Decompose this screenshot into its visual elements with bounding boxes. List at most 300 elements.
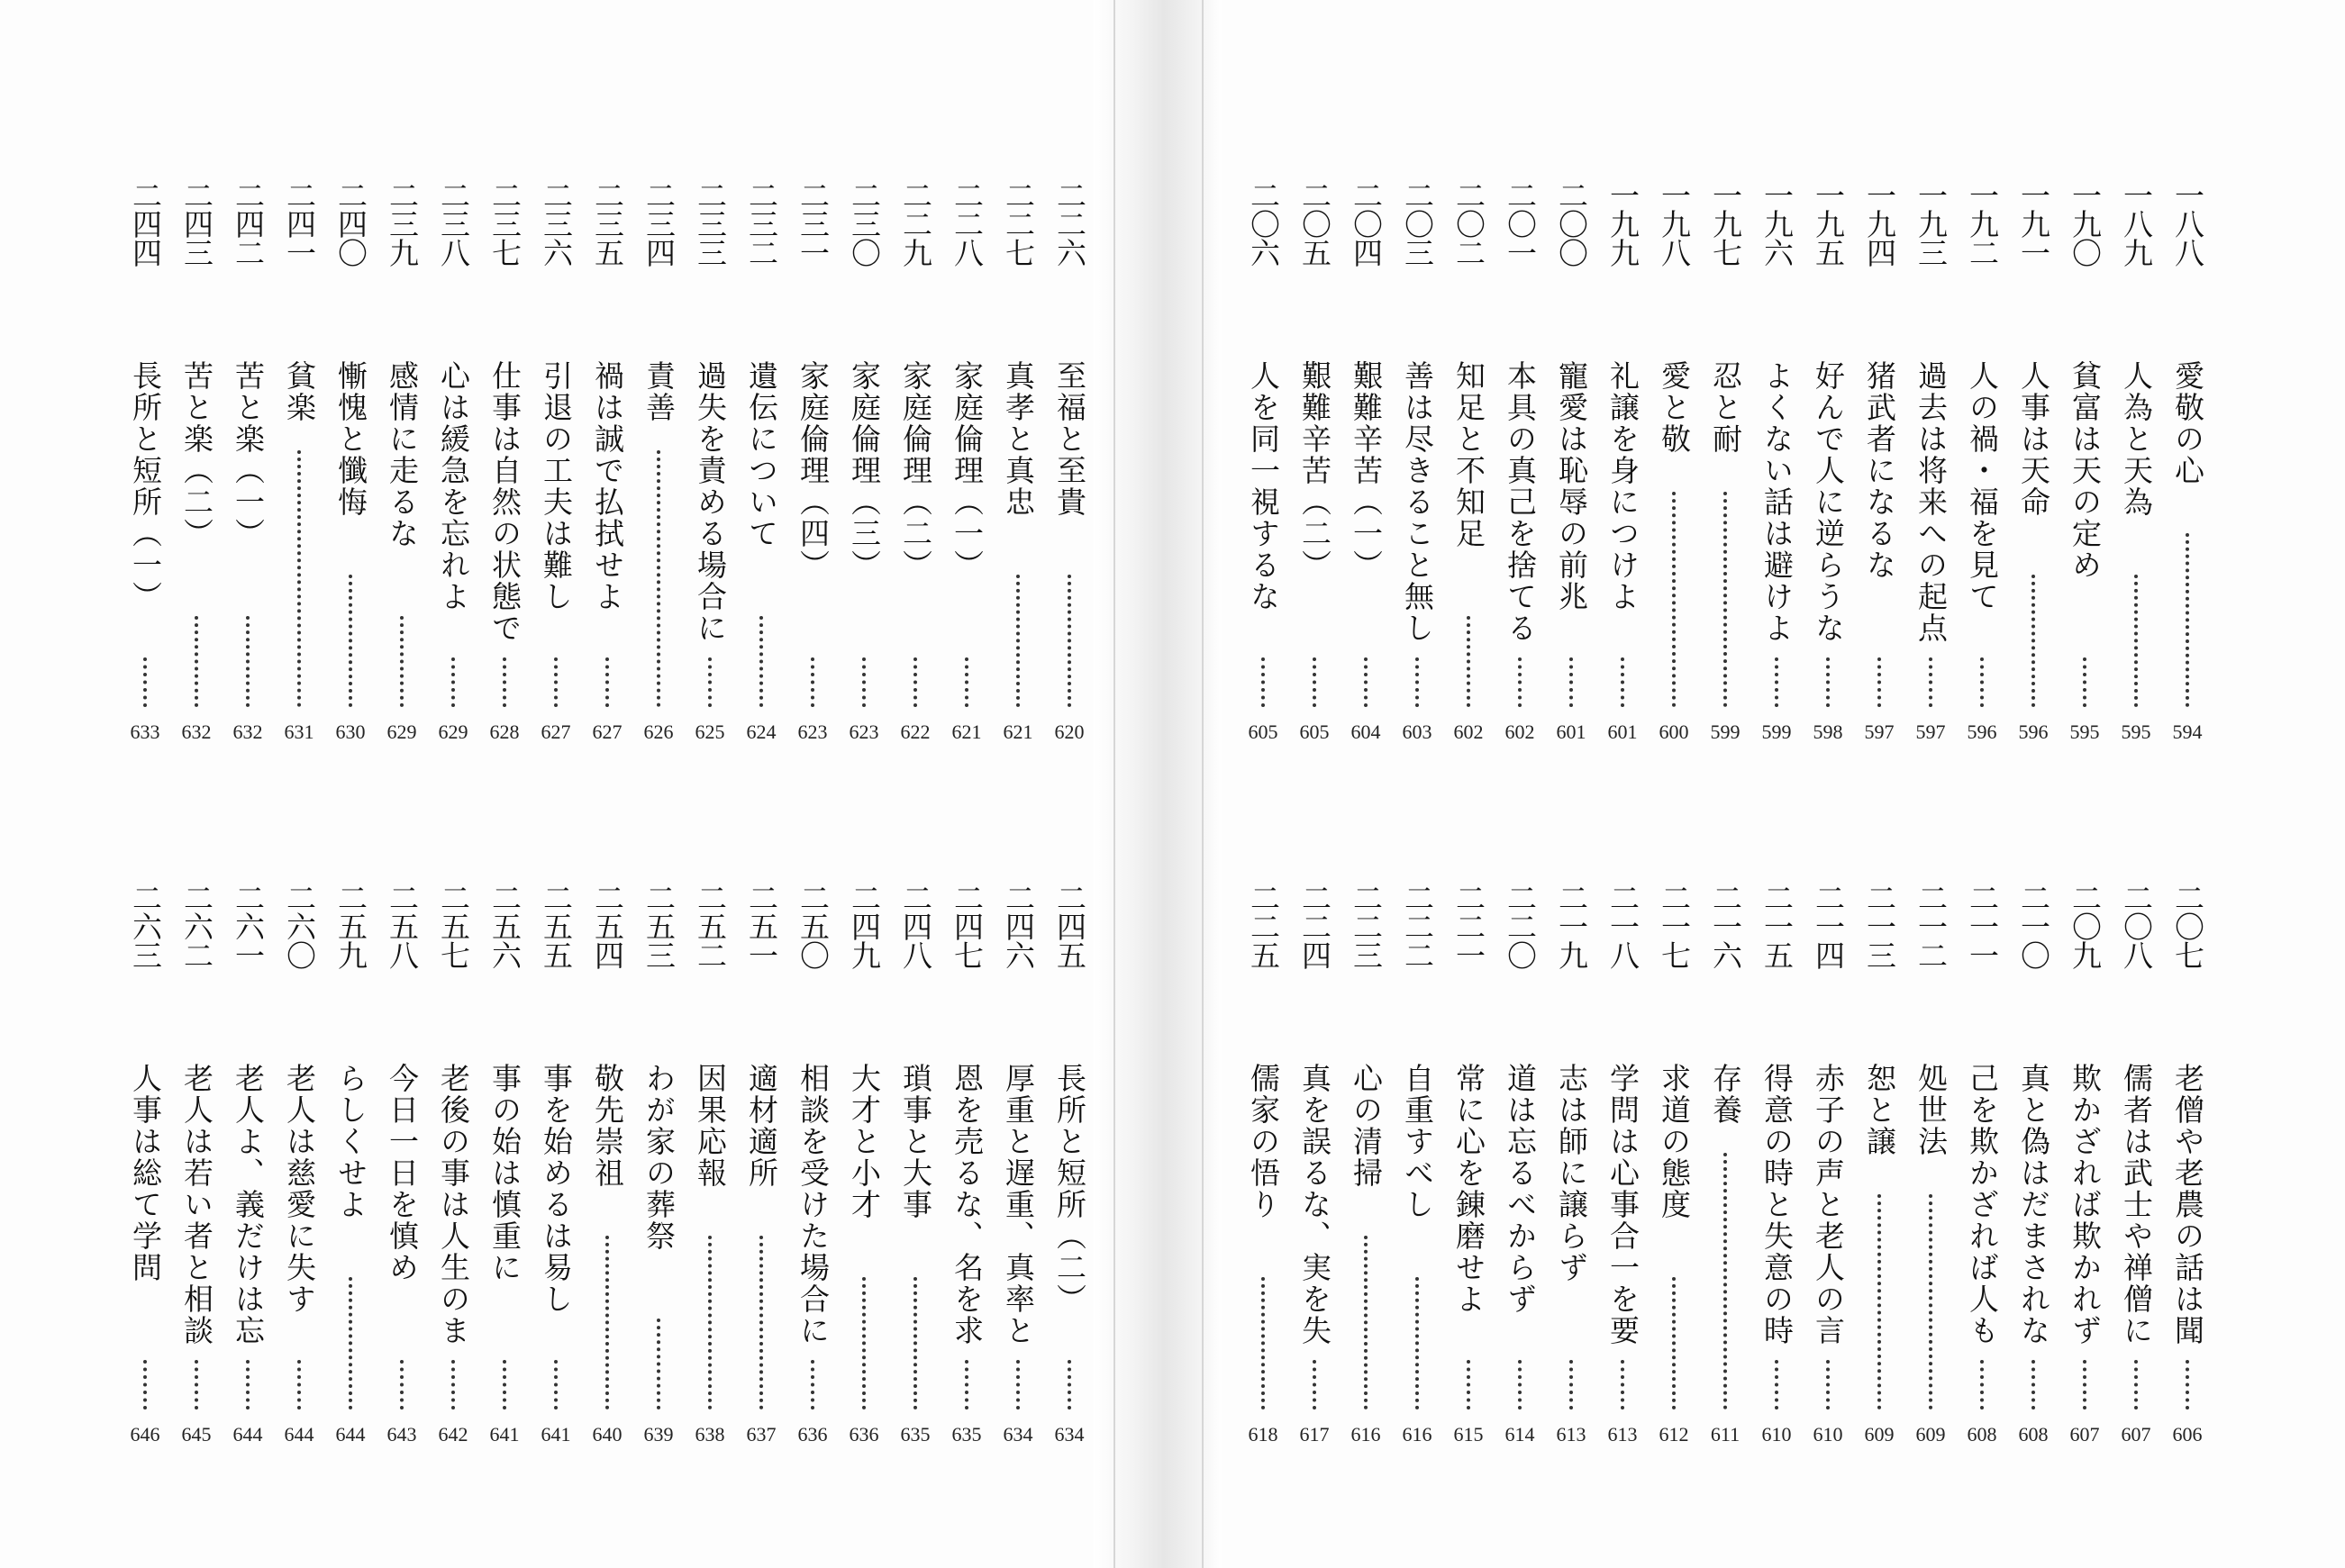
entry-title: 己を欺かざれば人も	[1965, 1063, 2000, 1346]
entry-number: 二二一	[1451, 883, 1486, 969]
toc-entry[interactable]	[736, 883, 786, 1459]
entry-number: 二二五	[1246, 883, 1281, 969]
leader-dots	[1723, 1153, 1727, 1409]
entry-page-number: 636	[849, 1423, 879, 1446]
entry-number: 二三四	[641, 180, 677, 267]
leader-dots	[1016, 575, 1020, 707]
leader-dots	[195, 1360, 198, 1409]
leader-dots	[400, 1360, 404, 1409]
toc-entry[interactable]	[171, 180, 222, 757]
leader-dots	[2186, 1360, 2189, 1409]
leader-dots	[1826, 657, 1830, 707]
toc-entry[interactable]	[428, 180, 478, 757]
entry-title: 欺かざれば欺かれず	[2068, 1063, 2103, 1346]
entry-title: 人為と天為	[2119, 360, 2154, 518]
entry-number: 二六二	[179, 883, 214, 969]
toc-entry[interactable]	[582, 883, 632, 1459]
entry-number: 二〇七	[2170, 883, 2205, 969]
entry-page-number: 645	[181, 1423, 212, 1446]
entry-page-number: 596	[1967, 721, 1997, 743]
entry-number: 二一二	[1913, 883, 1949, 969]
leader-dots	[2031, 1360, 2035, 1409]
entry-page-number: 626	[643, 721, 674, 743]
entry-page-number: 638	[695, 1423, 725, 1446]
entry-page-number: 639	[643, 1423, 674, 1446]
entry-number: 二三八	[436, 180, 471, 267]
entry-title: わが家の葬祭	[641, 1063, 677, 1252]
toc-entry[interactable]	[223, 180, 273, 757]
entry-page-number: 601	[1556, 721, 1586, 743]
entry-page-number: 617	[1299, 1423, 1330, 1446]
entry-title: らしくせよ	[333, 1063, 368, 1220]
entry-title: 家庭倫理（一）	[950, 360, 985, 581]
entry-number: 二四九	[847, 883, 882, 969]
entry-number: 二四三	[179, 180, 214, 267]
entry-number: 二六三	[128, 883, 163, 969]
entry-page-number: 627	[592, 721, 623, 743]
leader-dots	[246, 1360, 250, 1409]
entry-page-number: 636	[797, 1423, 828, 1446]
entry-page-number: 624	[746, 721, 777, 743]
toc-entry[interactable]	[274, 180, 324, 757]
entry-title: 瑣事と大事	[898, 1063, 933, 1220]
leader-dots	[1068, 1360, 1071, 1409]
toc-entry[interactable]	[1044, 883, 1095, 1459]
entry-title: 家庭倫理（二）	[898, 360, 933, 581]
entry-title: 人を同一視するな	[1246, 360, 1281, 612]
leader-dots	[451, 1360, 455, 1409]
entry-page-number: 598	[1813, 721, 1843, 743]
toc-entry[interactable]	[787, 180, 838, 757]
entry-page-number: 622	[900, 721, 931, 743]
entry-number: 一九三	[1913, 180, 1949, 267]
toc-entry[interactable]	[993, 883, 1043, 1459]
toc-entry[interactable]	[1649, 883, 1699, 1459]
entry-number: 一九七	[1708, 180, 1743, 267]
entry-title: 苦と楽（二）	[179, 360, 214, 549]
leader-dots	[554, 657, 558, 707]
entry-number: 二六〇	[282, 883, 317, 969]
leader-dots	[1980, 1360, 1984, 1409]
leader-dots	[759, 616, 763, 707]
entry-title: 苦と楽（一）	[231, 360, 266, 549]
entry-page-number: 640	[592, 1423, 623, 1446]
entry-title: 老人よ、義だけは忘	[231, 1063, 266, 1346]
toc-entry[interactable]	[1546, 883, 1596, 1459]
entry-page-number: 642	[438, 1423, 468, 1446]
toc-entry[interactable]	[1957, 883, 2007, 1459]
entry-number: 二五九	[333, 883, 368, 969]
leader-dots	[503, 1360, 506, 1409]
toc-entry[interactable]	[941, 180, 992, 757]
entry-number: 二四一	[282, 180, 317, 267]
entry-page-number: 612	[1659, 1423, 1689, 1446]
entry-title: 常に心を錬磨せよ	[1451, 1063, 1486, 1315]
entry-page-number: 616	[1350, 1423, 1381, 1446]
toc-entry[interactable]	[1495, 883, 1545, 1459]
entry-number: 二〇九	[2068, 883, 2103, 969]
entry-title: 至福と至貴	[1052, 360, 1087, 518]
leader-dots	[1068, 575, 1071, 707]
toc-entry[interactable]	[1649, 180, 1699, 757]
toc-block-left-bottom	[119, 883, 1095, 1459]
toc-entry[interactable]	[1392, 180, 1442, 757]
entry-number: 二五三	[641, 883, 677, 969]
entry-number: 二五八	[385, 883, 420, 969]
entry-title: 寵愛は恥辱の前兆	[1554, 360, 1589, 612]
entry-page-number: 613	[1607, 1423, 1638, 1446]
entry-title: 老人は若い者と相談	[179, 1063, 214, 1346]
entry-number: 二一八	[1605, 883, 1641, 969]
entry-title: 心の清掃	[1349, 1063, 1384, 1189]
leader-dots	[1364, 1236, 1368, 1409]
entry-number: 二〇〇	[1554, 180, 1589, 267]
entry-number: 二二七	[1001, 180, 1036, 267]
entry-title: 仕事は自然の状態で	[487, 360, 523, 644]
leader-dots	[503, 657, 506, 707]
entry-number: 二二四	[1297, 883, 1332, 969]
leader-dots	[554, 1360, 558, 1409]
leader-dots	[1672, 492, 1676, 707]
entry-title: 得意の時と失意の時	[1759, 1063, 1795, 1346]
toc-entry[interactable]	[120, 180, 170, 757]
entry-number: 二三五	[590, 180, 625, 267]
leader-dots	[1929, 1194, 1932, 1409]
toc-entry[interactable]	[1044, 180, 1095, 757]
toc-entry[interactable]	[941, 883, 992, 1459]
entry-title: 責善	[641, 360, 677, 423]
entry-title: 老人は慈愛に失す	[282, 1063, 317, 1315]
entry-title: 艱難辛苦（一）	[1349, 360, 1384, 581]
entry-title: 事の始は慎重に	[487, 1063, 523, 1283]
entry-page-number: 607	[2069, 1423, 2100, 1446]
leader-dots	[2031, 575, 2035, 707]
entry-number: 二四八	[898, 883, 933, 969]
leader-dots	[2134, 1360, 2138, 1409]
leader-dots	[605, 1236, 609, 1409]
toc-entry[interactable]	[274, 883, 324, 1459]
entry-page-number: 625	[695, 721, 725, 743]
entry-number: 二四二	[231, 180, 266, 267]
leader-dots	[708, 657, 712, 707]
entry-page-number: 644	[284, 1423, 314, 1446]
entry-page-number: 616	[1402, 1423, 1432, 1446]
entry-title: 敬先崇祖	[590, 1063, 625, 1189]
entry-title: 愛と敬	[1657, 360, 1692, 455]
leader-dots	[297, 1360, 301, 1409]
entry-page-number: 615	[1453, 1423, 1484, 1446]
toc-entry[interactable]	[325, 180, 376, 757]
entry-title: 老後の事は人生のま	[436, 1063, 471, 1346]
entry-page-number: 621	[1003, 721, 1033, 743]
leader-dots	[1723, 492, 1727, 707]
leader-dots	[451, 657, 455, 707]
entry-number: 二三二	[744, 180, 779, 267]
toc-entry[interactable]	[377, 883, 427, 1459]
toc-entry[interactable]	[479, 180, 530, 757]
leader-dots	[1621, 657, 1624, 707]
leader-dots	[143, 657, 147, 707]
entry-page-number: 635	[951, 1423, 982, 1446]
leader-dots	[1415, 657, 1419, 707]
entry-page-number: 608	[1967, 1423, 1997, 1446]
toc-entry[interactable]	[1443, 180, 1494, 757]
leader-dots	[2083, 1360, 2086, 1409]
leader-dots	[349, 575, 352, 707]
toc-entry[interactable]	[1957, 180, 2007, 757]
entry-title: 慚愧と懺悔	[333, 360, 368, 518]
entry-page-number: 599	[1710, 721, 1741, 743]
entry-title: 事を始めるは易し	[539, 1063, 574, 1315]
toc-entry[interactable]	[531, 180, 581, 757]
entry-title: 遺伝について	[744, 360, 779, 549]
toc-entry[interactable]	[1700, 180, 1750, 757]
entry-page-number: 607	[2121, 1423, 2151, 1446]
toc-entry[interactable]	[2008, 883, 2059, 1459]
toc-entry[interactable]	[2059, 180, 2110, 757]
toc-entry[interactable]	[1341, 883, 1391, 1459]
toc-entry[interactable]	[1443, 883, 1494, 1459]
toc-entry[interactable]	[2111, 883, 2161, 1459]
toc-entry[interactable]	[377, 180, 427, 757]
entry-title: 過失を責める場合に	[693, 360, 728, 644]
leader-dots	[1877, 1194, 1881, 1409]
entry-page-number: 641	[541, 1423, 571, 1446]
toc-entry[interactable]	[685, 883, 735, 1459]
entry-page-number: 629	[386, 721, 417, 743]
toc-entry[interactable]	[1495, 180, 1545, 757]
entry-title: 真を誤るな、実を失	[1297, 1063, 1332, 1346]
entry-page-number: 623	[849, 721, 879, 743]
entry-number: 二二〇	[1503, 883, 1538, 969]
entry-title: 道は忘るべからず	[1503, 1063, 1538, 1315]
entry-number: 二一〇	[2016, 883, 2051, 969]
entry-number: 一九〇	[2068, 180, 2103, 267]
entry-title: 学問は心事合一を要	[1605, 1063, 1641, 1346]
entry-number: 二五二	[693, 883, 728, 969]
entry-title: 人事は総て学問	[128, 1063, 163, 1283]
leader-dots	[913, 657, 917, 707]
toc-entry[interactable]	[736, 180, 786, 757]
toc-entry[interactable]	[531, 883, 581, 1459]
toc-entry[interactable]	[1803, 180, 1853, 757]
toc-entry[interactable]	[1854, 180, 1904, 757]
entry-page-number: 630	[335, 721, 366, 743]
toc-entry[interactable]	[1341, 180, 1391, 757]
entry-number: 二一九	[1554, 883, 1589, 969]
entry-title: 老僧や老農の話は聞	[2170, 1063, 2205, 1346]
entry-page-number: 632	[181, 721, 212, 743]
entry-title: 存養	[1708, 1063, 1743, 1126]
toc-entry[interactable]	[428, 883, 478, 1459]
toc-entry[interactable]	[1597, 883, 1648, 1459]
entry-number: 二一七	[1657, 883, 1692, 969]
leader-dots	[965, 1360, 968, 1409]
leader-dots	[1826, 1360, 1830, 1409]
entry-number: 二五七	[436, 883, 471, 969]
entry-page-number: 602	[1453, 721, 1484, 743]
entry-page-number: 628	[489, 721, 520, 743]
entry-page-number: 627	[541, 721, 571, 743]
entry-number: 二三三	[693, 180, 728, 267]
toc-entry[interactable]	[2008, 180, 2059, 757]
entry-number: 一九五	[1811, 180, 1846, 267]
leader-dots	[400, 616, 404, 707]
entry-page-number: 594	[2172, 721, 2203, 743]
toc-entry[interactable]	[1905, 180, 1956, 757]
entry-page-number: 597	[1864, 721, 1895, 743]
leader-dots	[1877, 657, 1881, 707]
toc-entry[interactable]	[633, 180, 684, 757]
entry-title: 家庭倫理（四）	[795, 360, 831, 581]
entry-title: 過去は将来への起点	[1913, 360, 1949, 644]
leader-dots	[605, 657, 609, 707]
entry-number: 二二九	[898, 180, 933, 267]
entry-title: 禍は誠で払拭せよ	[590, 360, 625, 612]
entry-number: 二三七	[487, 180, 523, 267]
entry-title: 真と偽はだまされな	[2016, 1063, 2051, 1346]
toc-entry[interactable]	[993, 180, 1043, 757]
leader-dots	[1313, 1360, 1316, 1409]
entry-page-number: 606	[2172, 1423, 2203, 1446]
leader-dots	[246, 616, 250, 707]
toc-entry[interactable]	[787, 883, 838, 1459]
entry-page-number: 604	[1350, 721, 1381, 743]
entry-title: 恕と譲	[1862, 1063, 1897, 1157]
toc-entry[interactable]	[1803, 883, 1853, 1459]
entry-title: 礼譲を身につけよ	[1605, 360, 1641, 612]
leader-dots	[1980, 657, 1984, 707]
entry-page-number: 614	[1504, 1423, 1535, 1446]
entry-page-number: 595	[2069, 721, 2100, 743]
entry-page-number: 643	[386, 1423, 417, 1446]
toc-entry[interactable]	[1289, 883, 1340, 1459]
entry-number: 二〇五	[1297, 180, 1332, 267]
entry-number: 二三六	[539, 180, 574, 267]
leader-dots	[1364, 657, 1368, 707]
leader-dots	[1261, 657, 1265, 707]
toc-entry[interactable]	[839, 883, 889, 1459]
toc-entry[interactable]	[1854, 883, 1904, 1459]
toc-entry[interactable]	[1238, 180, 1288, 757]
entry-page-number: 605	[1248, 721, 1278, 743]
toc-entry[interactable]	[1751, 883, 1802, 1459]
entry-title: 真孝と真忠	[1001, 360, 1036, 518]
leader-dots	[759, 1236, 763, 1409]
entry-title: 恩を売るな、名を求	[950, 1063, 985, 1346]
entry-page-number: 637	[746, 1423, 777, 1446]
toc-entry[interactable]	[325, 883, 376, 1459]
entry-title: 今日一日を慎め	[385, 1063, 420, 1283]
entry-title: 赤子の声と老人の言	[1811, 1063, 1846, 1346]
toc-entry[interactable]	[2162, 180, 2213, 757]
entry-page-number: 611	[1710, 1423, 1741, 1446]
toc-entry[interactable]	[2162, 883, 2213, 1459]
leader-dots	[1775, 1360, 1778, 1409]
toc-entry[interactable]	[633, 883, 684, 1459]
entry-page-number: 603	[1402, 721, 1432, 743]
leader-dots	[1569, 657, 1573, 707]
toc-entry[interactable]	[1905, 883, 1956, 1459]
leader-dots	[1313, 657, 1316, 707]
entry-number: 二〇四	[1349, 180, 1384, 267]
toc-entry[interactable]	[685, 180, 735, 757]
entry-number: 二一一	[1965, 883, 2000, 969]
entry-title: 志は師に譲らず	[1554, 1063, 1589, 1283]
toc-entry[interactable]	[171, 883, 222, 1459]
entry-title: 猪武者になるな	[1862, 360, 1897, 581]
entry-page-number: 621	[951, 721, 982, 743]
entry-number: 二二八	[950, 180, 985, 267]
toc-entry[interactable]	[1700, 883, 1750, 1459]
right-page	[1174, 0, 2345, 1568]
entry-number: 二五五	[539, 883, 574, 969]
entry-page-number: 629	[438, 721, 468, 743]
leader-dots	[143, 1360, 147, 1409]
leader-dots	[195, 616, 198, 707]
entry-title: 本具の真己を捨てる	[1503, 360, 1538, 644]
entry-number: 一八八	[2170, 180, 2205, 267]
entry-title: 好んで人に逆らうな	[1811, 360, 1846, 644]
entry-page-number: 613	[1556, 1423, 1586, 1446]
leader-dots	[657, 1319, 660, 1409]
toc-entry[interactable]	[2111, 180, 2161, 757]
leader-dots	[913, 1277, 917, 1409]
entry-title: 人の禍・福を見て	[1965, 360, 2000, 612]
toc-entry[interactable]	[1289, 180, 1340, 757]
toc-entry[interactable]	[1751, 180, 1802, 757]
leader-dots	[811, 1360, 814, 1409]
entry-number: 二〇八	[2119, 883, 2154, 969]
toc-entry[interactable]	[479, 883, 530, 1459]
entry-number: 二三〇	[847, 180, 882, 267]
entry-title: 貧楽	[282, 360, 317, 423]
entry-title: 儒者は武士や禅僧に	[2119, 1063, 2154, 1346]
toc-entry[interactable]	[1238, 883, 1288, 1459]
leader-dots	[965, 657, 968, 707]
entry-number: 二〇三	[1400, 180, 1435, 267]
leader-dots	[2083, 657, 2086, 707]
entry-page-number: 641	[489, 1423, 520, 1446]
toc-entry[interactable]	[839, 180, 889, 757]
toc-entry[interactable]	[2059, 883, 2110, 1459]
leader-dots	[1569, 1360, 1573, 1409]
entry-number: 二一六	[1708, 883, 1743, 969]
leader-dots	[2134, 575, 2138, 707]
entry-page-number: 634	[1054, 1423, 1085, 1446]
toc-entry[interactable]	[1546, 180, 1596, 757]
toc-entry[interactable]	[120, 883, 170, 1459]
entry-title: 長所と短所（二）	[1052, 1063, 1087, 1315]
leader-dots	[1929, 657, 1932, 707]
entry-title: 知足と不知足	[1451, 360, 1486, 549]
leader-dots	[1016, 1360, 1020, 1409]
entry-title: 相談を受けた場合に	[795, 1063, 831, 1346]
entry-page-number: 620	[1054, 721, 1085, 743]
toc-entry[interactable]	[582, 180, 632, 757]
entry-title: 感情に走るな	[385, 360, 420, 549]
toc-entry[interactable]	[890, 180, 941, 757]
leader-dots	[1261, 1277, 1265, 1409]
toc-entry[interactable]	[1597, 180, 1648, 757]
toc-entry[interactable]	[890, 883, 941, 1459]
entry-page-number: 618	[1248, 1423, 1278, 1446]
toc-entry[interactable]	[223, 883, 273, 1459]
entry-page-number: 635	[900, 1423, 931, 1446]
entry-number: 一八九	[2119, 180, 2154, 267]
toc-entry[interactable]	[1392, 883, 1442, 1459]
entry-page-number: 610	[1761, 1423, 1792, 1446]
